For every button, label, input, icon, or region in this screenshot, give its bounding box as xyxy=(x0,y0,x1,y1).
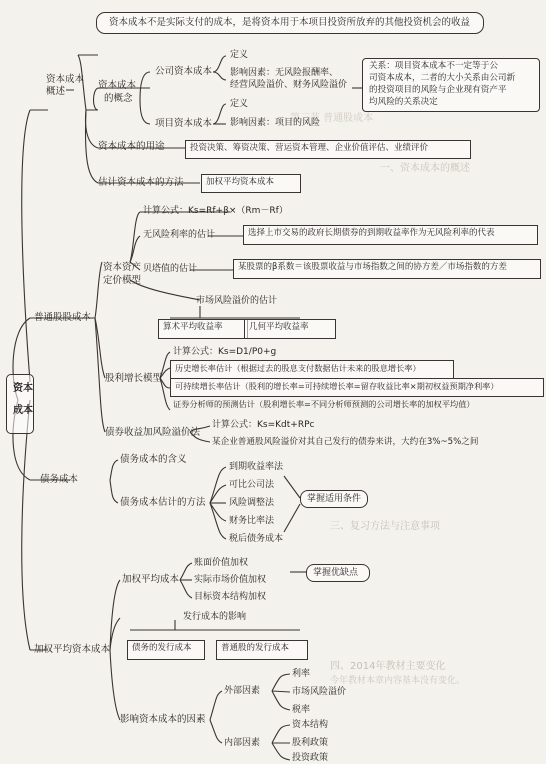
bg-text-5: 今年教材本章内容基本没有变化。 xyxy=(330,676,466,686)
weight-2: 实际市场价值加权 xyxy=(194,575,267,585)
bond-note: 某企业普通股风险溢价对其自己发行的债券来讲，大约在3%~5%之间 xyxy=(212,437,479,447)
debt-meaning: 债务成本的含义 xyxy=(120,454,187,465)
project-factor: 影响因素：项目的风险 xyxy=(230,118,321,128)
rf-text: 选择上市交易的政府长期债券的到期收益率作为无风险利率的代表 xyxy=(248,228,495,238)
relation-box xyxy=(362,58,540,112)
method-label: 估计资本成本的方法 xyxy=(98,177,184,188)
debt-method-1: 到期收益率法 xyxy=(229,462,284,472)
external-2: 市场风险溢价 xyxy=(292,687,347,697)
external-label: 外部因素 xyxy=(224,686,261,696)
weight-label: 加权平均成本 xyxy=(122,574,180,585)
beta-label: 贝塔值的估计 xyxy=(143,264,198,274)
relation-line-4: 均风险的关系决定 xyxy=(369,97,438,107)
root-line-1: 资本 xyxy=(13,383,33,394)
debt-title: 债务成本 xyxy=(40,474,79,485)
root-box xyxy=(6,374,34,434)
dgm-label: 股利增长模型 xyxy=(105,373,163,384)
weight-3: 目标资本结构加权 xyxy=(194,592,267,602)
analyst-text: 证券分析师的预测估计（股利增长率=不同分析师预测的公司增长率的加权平均值） xyxy=(173,399,475,409)
debt-method-3: 风险调整法 xyxy=(229,498,275,508)
project-def: 定义 xyxy=(230,99,249,109)
uses-label: 资本成本的用途 xyxy=(98,141,165,152)
hist-box xyxy=(170,360,454,379)
debt-master: 掌握适用条件 xyxy=(307,494,362,504)
beta-box xyxy=(233,259,541,279)
premium-label: 市场风险溢价的估计 xyxy=(196,296,278,306)
bond-formula: 计算公式：Ks=Kdt+RPc xyxy=(212,420,315,430)
debt-master-box xyxy=(300,490,368,508)
overview-title-1: 资本成本 xyxy=(46,74,85,85)
internal-1: 资本结构 xyxy=(292,720,329,730)
company-factors-2: 经营风险溢价、财务风险溢价 xyxy=(230,80,348,90)
capm-label-1: 资本资产 xyxy=(103,262,142,273)
capm-label-2: 定价模型 xyxy=(103,275,142,286)
root-line-2: 成本 xyxy=(13,405,33,416)
concept-label-2: 的概念 xyxy=(104,93,133,104)
wacc-master: 掌握优缺点 xyxy=(313,568,359,578)
wacc-master-box xyxy=(306,564,370,582)
wacc-title: 加权平均资本成本 xyxy=(34,644,111,655)
bg-heading-4: 四、2014年教材主要变化 xyxy=(330,661,446,672)
concept-label-1: 资本成本 xyxy=(98,80,137,91)
hist-text: 历史增长率估计（根据过去的股息支付数据估计未来的股息增长率） xyxy=(175,363,421,373)
debt-method-5: 税后债务成本 xyxy=(229,534,284,544)
top-note: 资本成本不是实际支付的成本，是将资本用于本项目投资所放弃的其他投资机会的收益 xyxy=(109,17,471,28)
rf-label: 无风险利率的估计 xyxy=(143,230,216,240)
factors-label: 影响资本成本的因素 xyxy=(120,714,206,725)
bg-heading-3: 三、复习方法与注意事项 xyxy=(330,521,440,532)
geo-box xyxy=(244,319,336,339)
bg-heading-2: 第三节 普通股成本 xyxy=(290,113,374,124)
debt-methods-label: 债务成本估计的方法 xyxy=(120,497,206,508)
internal-3: 投资政策 xyxy=(292,753,329,763)
external-3: 税率 xyxy=(292,705,311,715)
uses-box xyxy=(185,140,471,159)
bond-add-label: 债券收益加风险溢价法 xyxy=(105,427,201,438)
relation-line-2: 司资本成本，二者的大小关系由公司新 xyxy=(369,73,516,83)
uses-text: 投资决策、筹资决策、营运资本管理、企业价值评估、业绩评价 xyxy=(190,143,429,153)
top-note-box xyxy=(96,12,484,34)
sust-box xyxy=(170,378,544,397)
sust-text: 可持续增长率估计（股利的增长率=可持续增长率=留存收益比率×期初权益预期净利率） xyxy=(175,381,499,391)
debt-issue-text: 债务的发行成本 xyxy=(132,643,192,653)
company-cost-label: 公司资本成本 xyxy=(155,66,213,77)
external-1: 利率 xyxy=(292,669,311,679)
arith-text: 算术平均收益率 xyxy=(163,322,223,332)
dgm-formula: 计算公式：Ks=D1/P0+g xyxy=(173,347,277,357)
method-box xyxy=(201,174,301,193)
overview-title-2: 概述 xyxy=(46,86,66,97)
stock-issue-text: 普通股的发行成本 xyxy=(221,643,290,653)
bg-heading-1: 一、资本成本的概述 xyxy=(380,163,470,174)
debt-method-4: 财务比率法 xyxy=(229,516,275,526)
beta-text: 某股票的β系数＝该股票收益与市场指数之间的协方差／市场指数的方差 xyxy=(238,262,507,272)
relation-line-1: 关系：项目资本成本不一定等于公 xyxy=(369,61,498,71)
debt-method-2: 可比公司法 xyxy=(229,480,275,490)
rf-box xyxy=(243,225,538,245)
weight-1: 账面价值加权 xyxy=(194,558,249,568)
company-def: 定义 xyxy=(230,50,249,60)
arith-box xyxy=(158,319,248,339)
geo-text: 几何平均收益率 xyxy=(249,322,309,332)
internal-label: 内部因素 xyxy=(224,738,261,748)
stock-issue-box xyxy=(216,640,308,660)
company-factors-1: 影响因素：无风险报酬率、 xyxy=(230,68,339,78)
internal-2: 股利政策 xyxy=(292,738,329,748)
issue-label: 发行成本的影响 xyxy=(183,612,247,622)
capm-formula: 计算公式：Ks=Rf+β×（Rm－Rf） xyxy=(143,206,288,216)
common-stock-title: 普通股股成本 xyxy=(34,312,92,323)
relation-line-3: 的投资项目的风险与企业现有资产平 xyxy=(369,85,507,95)
project-cost-label: 项目资本成本 xyxy=(155,118,213,129)
method-text: 加权平均资本成本 xyxy=(206,177,275,187)
debt-issue-box xyxy=(127,640,205,660)
